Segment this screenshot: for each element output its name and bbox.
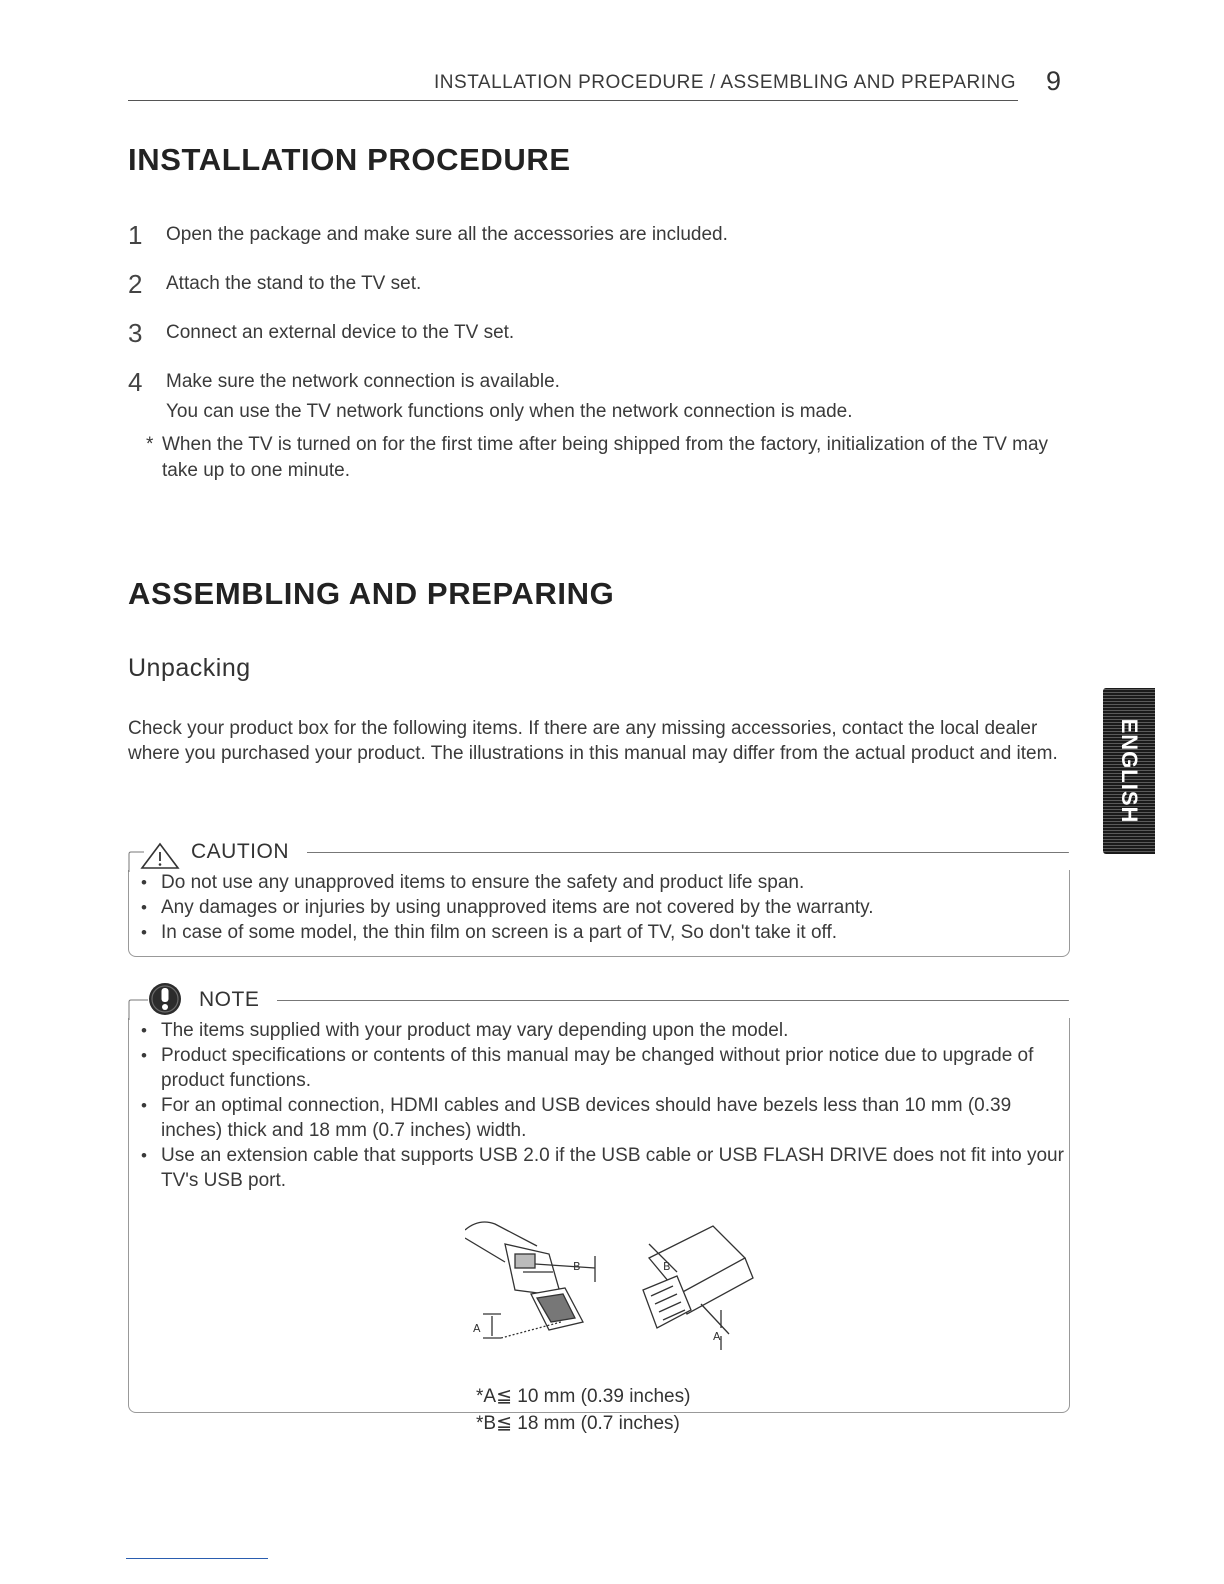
note-item: • Use an extension cable that supports USB 2.0 if the USB cable or USB FLASH DRIVE does not fit into your TV's USB port. xyxy=(129,1143,1069,1193)
step-item xyxy=(128,220,1078,250)
label-a-hdmi: A xyxy=(473,1322,481,1335)
caution-header xyxy=(129,840,1069,870)
usb-drive-illustration xyxy=(643,1226,753,1350)
note-label: NOTE xyxy=(199,988,260,1011)
language-tab xyxy=(1103,688,1155,854)
step-number: 3 xyxy=(128,318,143,348)
initialization-footnote xyxy=(146,432,1066,484)
assembling-preparing-heading: ASSEMBLING AND PREPARING xyxy=(128,576,615,611)
caution-header-rule xyxy=(307,852,1069,853)
label-a-usb: A xyxy=(713,1330,721,1343)
spec-b: *B≦ 18 mm (0.7 inches) xyxy=(476,1413,680,1434)
caution-list xyxy=(129,870,1069,945)
note-list xyxy=(129,1018,1069,1193)
page-number: 9 xyxy=(1046,66,1062,96)
step-text: Make sure the network connection is available. xyxy=(166,371,560,392)
running-header xyxy=(128,66,1018,101)
language-tab-label: ENGLISH xyxy=(1117,718,1142,824)
hdmi-cable-illustration xyxy=(465,1222,595,1338)
footer-rule xyxy=(126,1558,268,1559)
warning-triangle-icon xyxy=(128,840,188,872)
note-item: • For an optimal connection, HDMI cables and USB devices should have bezels less than 10 mm (0.39 inches) thick and 18 mm (0.7 inches) width. xyxy=(129,1093,1069,1143)
unpacking-subheading: Unpacking xyxy=(128,654,251,682)
caution-label: CAUTION xyxy=(191,840,289,863)
note-box xyxy=(128,988,1070,1413)
footnote-marker: * xyxy=(146,434,154,455)
running-header-title: INSTALLATION PROCEDURE / ASSEMBLING AND PREPARING xyxy=(434,72,1016,93)
step-text: Open the package and make sure all the accessories are included. xyxy=(166,224,728,245)
caution-item: • Do not use any unapproved items to ensure the safety and product life span. xyxy=(129,870,1069,895)
caution-item: • In case of some model, the thin film on screen is a part of TV, So don't take it off. xyxy=(129,920,1069,945)
caution-box xyxy=(128,840,1070,957)
step-number: 1 xyxy=(128,220,143,250)
step-number: 2 xyxy=(128,269,143,299)
label-b-hdmi: B xyxy=(573,1260,581,1273)
step-subtext: You can use the TV network functions only when the network connection is made. xyxy=(166,401,853,422)
step-text: Attach the stand to the TV set. xyxy=(166,273,422,294)
step-item xyxy=(128,318,1078,348)
note-item: • Product specifications or contents of this manual may be changed without prior notice due to upgrade of product functions. xyxy=(129,1043,1069,1093)
note-header xyxy=(129,988,1069,1018)
installation-procedure-heading: INSTALLATION PROCEDURE xyxy=(128,142,571,177)
step-number: 4 xyxy=(128,367,143,397)
connector-spec-lines xyxy=(476,1383,690,1437)
installation-steps xyxy=(128,220,1078,427)
spec-a: *A≦ 10 mm (0.39 inches) xyxy=(476,1386,691,1407)
connector-size-illustration xyxy=(465,1218,765,1368)
caution-item: • Any damages or injuries by using unapproved items are not covered by the warranty. xyxy=(129,895,1069,920)
step-item xyxy=(128,367,1078,427)
step-item xyxy=(128,269,1078,299)
unpacking-intro: Check your product box for the following items. If there are any missing accessories, contact the local dealer where you purchased your product. The illustrations in this manual may differ from the actual product and item. xyxy=(128,718,1058,764)
step-text: Connect an external device to the TV set. xyxy=(166,322,515,343)
note-header-rule xyxy=(277,1000,1069,1001)
footnote-text: When the TV is turned on for the first time after being shipped from the factory, initialization of the TV may take up to one minute. xyxy=(162,434,1049,481)
exclamation-circle-icon xyxy=(128,980,198,1020)
note-item: • The items supplied with your product may vary depending upon the model. xyxy=(129,1018,1069,1043)
label-b-usb: B xyxy=(663,1260,671,1273)
